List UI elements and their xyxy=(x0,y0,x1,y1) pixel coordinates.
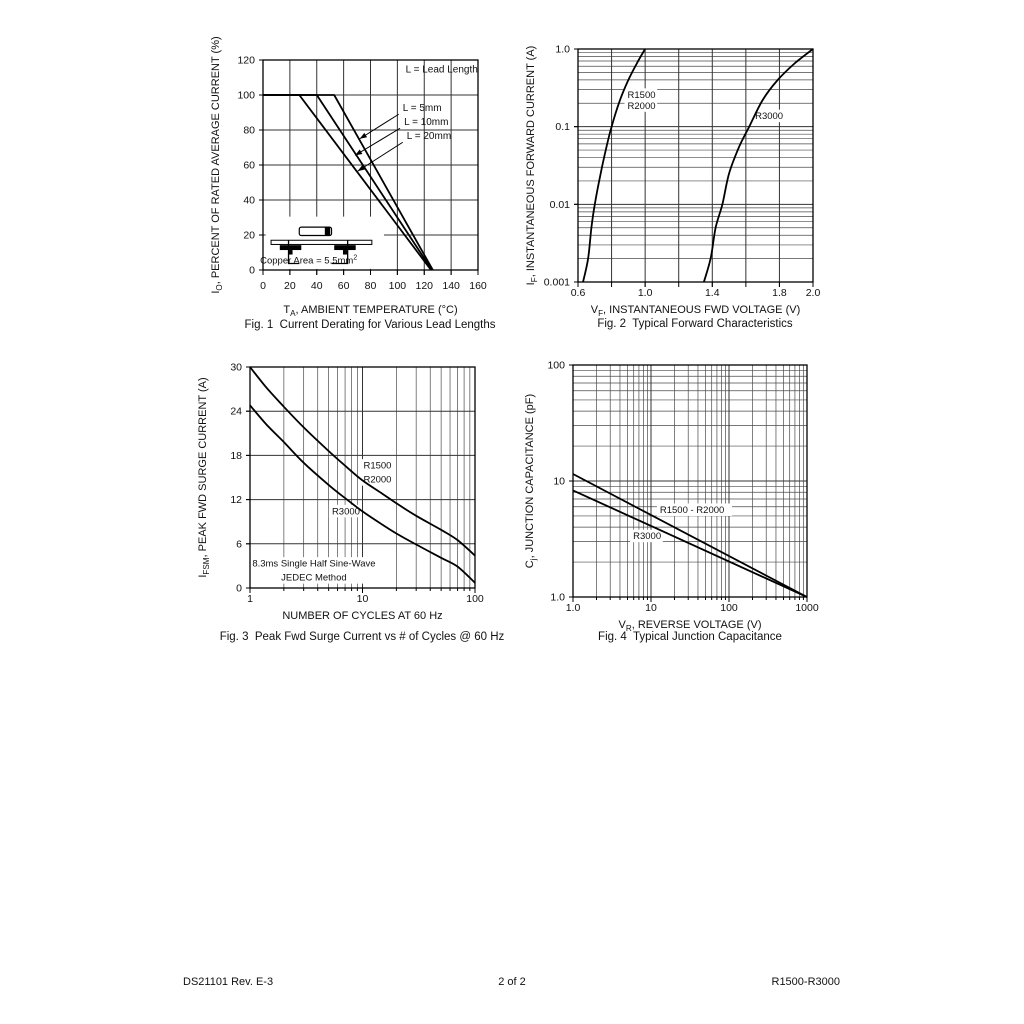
svg-text:10: 10 xyxy=(645,602,657,614)
svg-text:1.0: 1.0 xyxy=(637,287,653,299)
svg-text:6: 6 xyxy=(236,538,242,551)
svg-text:1000: 1000 xyxy=(795,602,819,614)
fig2-plot-border xyxy=(578,49,813,282)
svg-text:1.8: 1.8 xyxy=(772,287,787,299)
svg-text:10: 10 xyxy=(356,593,369,605)
svg-text:L = Lead Length: L = Lead Length xyxy=(405,64,478,76)
svg-text:0: 0 xyxy=(249,264,255,277)
svg-text:L = 20mm: L = 20mm xyxy=(406,130,452,142)
svg-text:8.3ms Single Half Sine-Wave: 8.3ms Single Half Sine-Wave xyxy=(252,558,376,570)
fig2-y-axis-label: $I_F$, INSTANTANEOUS FORWARD CURRENT (A) xyxy=(525,45,540,286)
svg-text:120: 120 xyxy=(415,280,434,292)
svg-text:1.0: 1.0 xyxy=(565,602,581,614)
svg-text:2.0: 2.0 xyxy=(805,287,821,299)
svg-text:80: 80 xyxy=(243,124,255,137)
svg-text:100: 100 xyxy=(547,359,565,372)
fig1-chart xyxy=(200,30,502,332)
svg-text:100: 100 xyxy=(720,602,738,614)
fig1-annotation-copper-area-5-5mm-2 xyxy=(260,255,357,267)
svg-text:1.0: 1.0 xyxy=(555,43,570,56)
svg-text:R2000: R2000 xyxy=(363,474,392,486)
svg-text:80: 80 xyxy=(364,280,377,292)
fig2-x-axis-label: $V_F$, INSTANTANEOUS FWD VOLTAGE (V) xyxy=(590,304,801,318)
svg-text:40: 40 xyxy=(310,280,323,292)
fig2-grid xyxy=(578,49,813,282)
svg-text:R1500 - R2000: R1500 - R2000 xyxy=(659,504,725,516)
svg-text:0.6: 0.6 xyxy=(570,287,586,299)
fig2-caption: Fig. 2 Typical Forward Characteristics xyxy=(597,318,793,330)
svg-text:100: 100 xyxy=(466,593,484,605)
fig1-caption: Fig. 1 Current Derating for Various Lead Lengths xyxy=(244,319,496,331)
arrowhead-icon xyxy=(360,133,367,139)
fig4-chart xyxy=(518,334,842,634)
svg-text:0: 0 xyxy=(260,280,266,292)
svg-text:0.01: 0.01 xyxy=(549,198,570,211)
fig2-series-r1500-r2000 xyxy=(583,49,645,282)
fig2-series-r3000 xyxy=(704,49,813,282)
svg-text:R3000: R3000 xyxy=(633,531,662,543)
fig4-y-axis-label: $C_j$, JUNCTION CAPACITANCE (pF) xyxy=(524,393,539,569)
svg-text:R2000: R2000 xyxy=(627,100,656,112)
svg-text:60: 60 xyxy=(337,280,350,292)
svg-text:1.0: 1.0 xyxy=(550,591,565,604)
svg-text:140: 140 xyxy=(442,280,460,292)
svg-text:20: 20 xyxy=(284,280,296,292)
svg-text:24: 24 xyxy=(230,405,242,418)
svg-text:1.4: 1.4 xyxy=(704,287,720,299)
svg-text:160: 160 xyxy=(469,280,487,292)
svg-text:Copper Area = 5.5mm2: Copper Area = $5.5mm^2$ xyxy=(260,254,358,267)
svg-text:0.1: 0.1 xyxy=(555,121,570,134)
fig3-caption: Fig. 3 Peak Fwd Surge Current vs # of Cycles @ 60 Hz xyxy=(219,631,505,643)
svg-text:18: 18 xyxy=(230,449,242,462)
svg-text:30: 30 xyxy=(230,361,242,374)
svg-text:10: 10 xyxy=(553,475,565,488)
svg-text:120: 120 xyxy=(237,54,255,67)
svg-text:100: 100 xyxy=(237,89,255,102)
fig4-x-axis-label: $V_R$, REVERSE VOLTAGE (V) xyxy=(618,619,762,634)
fig3-x-axis-label: NUMBER OF CYCLES AT 60 Hz xyxy=(282,610,443,622)
fig1-y-axis-label: $I_O$, PERCENT OF RATED AVERAGE CURRENT (%) xyxy=(210,36,225,294)
footer-document-number: DS21101 Rev. E-3 xyxy=(183,976,274,988)
fig3-chart xyxy=(188,338,502,634)
fig3-y-axis-label: $I_{FSM}$, PEAK FWD SURGE CURRENT (A) xyxy=(197,377,212,578)
svg-text:0: 0 xyxy=(236,582,242,595)
svg-text:20: 20 xyxy=(243,229,255,242)
svg-text:L = 5mm: L = 5mm xyxy=(402,102,442,114)
fig2-tick-marks xyxy=(574,49,813,287)
fig4-caption: Fig. 4 Typical Junction Capacitance xyxy=(598,631,782,643)
footer-part-number: R1500-R3000 xyxy=(771,976,840,988)
fig4-grid xyxy=(573,365,807,597)
svg-text:L = 10mm: L = 10mm xyxy=(404,116,449,128)
fig4-tick-labels xyxy=(547,360,818,615)
footer-page-number: 2 of 2 xyxy=(498,976,526,988)
svg-text:R1500: R1500 xyxy=(627,89,656,101)
svg-text:12: 12 xyxy=(230,494,242,507)
fig2-annotation-r1500 xyxy=(625,88,658,112)
svg-text:1: 1 xyxy=(247,593,253,605)
fig3-annotation-8-3ms-single-half-sine-wave xyxy=(239,557,389,584)
fig1-x-axis-label: $T_A$, AMBIENT TEMPERATURE (°C) xyxy=(283,304,458,319)
svg-text:0.001: 0.001 xyxy=(543,276,570,289)
fig1-annotation-l-lead-length xyxy=(406,64,478,75)
svg-text:40: 40 xyxy=(243,194,255,207)
fig4-annotation-r1500-r2000 xyxy=(657,503,732,516)
svg-text:100: 100 xyxy=(388,280,407,292)
fig2-chart xyxy=(520,18,842,318)
svg-text:R3000: R3000 xyxy=(331,506,360,518)
svg-text:JEDEC Method: JEDEC Method xyxy=(281,572,347,584)
fig4-annotation-r3000 xyxy=(630,530,663,543)
svg-text:R1500: R1500 xyxy=(363,460,392,472)
svg-text:R3000: R3000 xyxy=(755,111,784,123)
svg-text:60: 60 xyxy=(243,159,255,172)
